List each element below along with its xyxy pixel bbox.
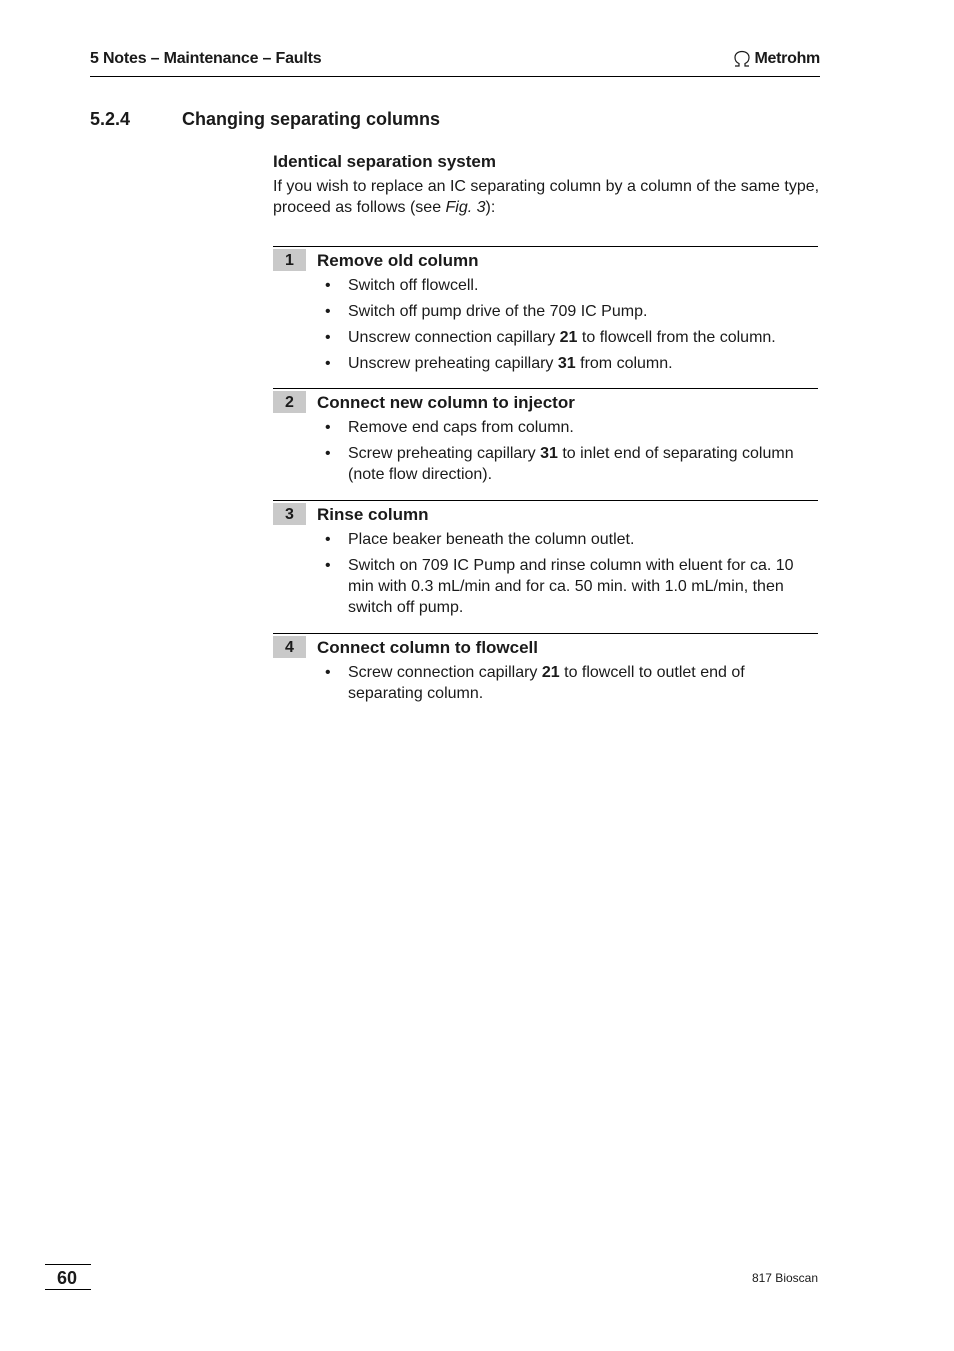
subsection-title: Identical separation system (273, 152, 496, 171)
section-title: Changing separating columns (182, 109, 441, 129)
list-item: • Switch off flowcell. (273, 275, 818, 296)
step-header (273, 249, 818, 273)
capillary-number: 21 (559, 329, 578, 346)
list-item: • Screw preheating capillary 31 to inlet end of separating column (note flow direction). (273, 443, 818, 485)
capillary-number: 31 (557, 355, 576, 372)
step-title: Remove old column (317, 251, 479, 270)
list-item: • Remove end caps from column. (273, 417, 818, 438)
step-2 (273, 388, 818, 490)
step-title: Rinse column (317, 505, 429, 524)
product-name: 817 Bioscan (751, 1271, 818, 1285)
step-title: Connect new column to injector (317, 393, 575, 412)
intro-paragraph (273, 176, 821, 218)
list-item: • Switch on 709 IC Pump and rinse column with eluent for ca. 10 min with 0.3 mL/min and for ca. 50 min. with 1.0 mL/min, then switch off pump. (273, 555, 818, 618)
step-items (273, 662, 818, 704)
step-number: 1 (273, 249, 306, 271)
list-item: • Place beaker beneath the column outlet. (273, 529, 818, 550)
step-number: 4 (273, 636, 306, 658)
step-3 (273, 500, 818, 623)
list-item: • Unscrew connection capillary 21 to flowcell from the column. (273, 327, 818, 348)
step-1 (273, 246, 818, 379)
subsection (273, 150, 819, 218)
intro-text: If you wish to replace an IC separating column by a column of the same type, proceed as follows (see (273, 178, 820, 216)
intro-text-end: ): (485, 199, 496, 216)
section-heading (90, 109, 440, 130)
step-items (273, 417, 818, 485)
list-item: • Unscrew preheating capillary 31 from column. (273, 353, 818, 374)
step-4 (273, 633, 818, 709)
omega-icon (732, 50, 752, 68)
list-item: • Switch off pump drive of the 709 IC Pump. (273, 301, 818, 322)
step-title: Connect column to flowcell (317, 638, 539, 657)
step-number: 3 (273, 503, 306, 525)
step-number: 2 (273, 391, 306, 413)
list-item: • Screw connection capillary 21 to flowcell to outlet end of separating column. (273, 662, 818, 704)
chapter-title: 5 Notes – Maintenance – Faults (90, 50, 322, 67)
step-header (273, 391, 818, 415)
brand-logo (732, 50, 820, 68)
capillary-number: 31 (540, 445, 558, 462)
step-header (273, 636, 818, 660)
figure-reference: Fig. 3 (445, 199, 486, 216)
page-number: 60 (45, 1264, 91, 1290)
step-items (273, 529, 818, 618)
step-items (273, 275, 818, 374)
page-header (90, 50, 820, 77)
brand-name: Metrohm (754, 50, 820, 67)
capillary-number: 21 (541, 664, 560, 681)
step-header (273, 503, 818, 527)
section-number: 5.2.4 (90, 109, 131, 129)
